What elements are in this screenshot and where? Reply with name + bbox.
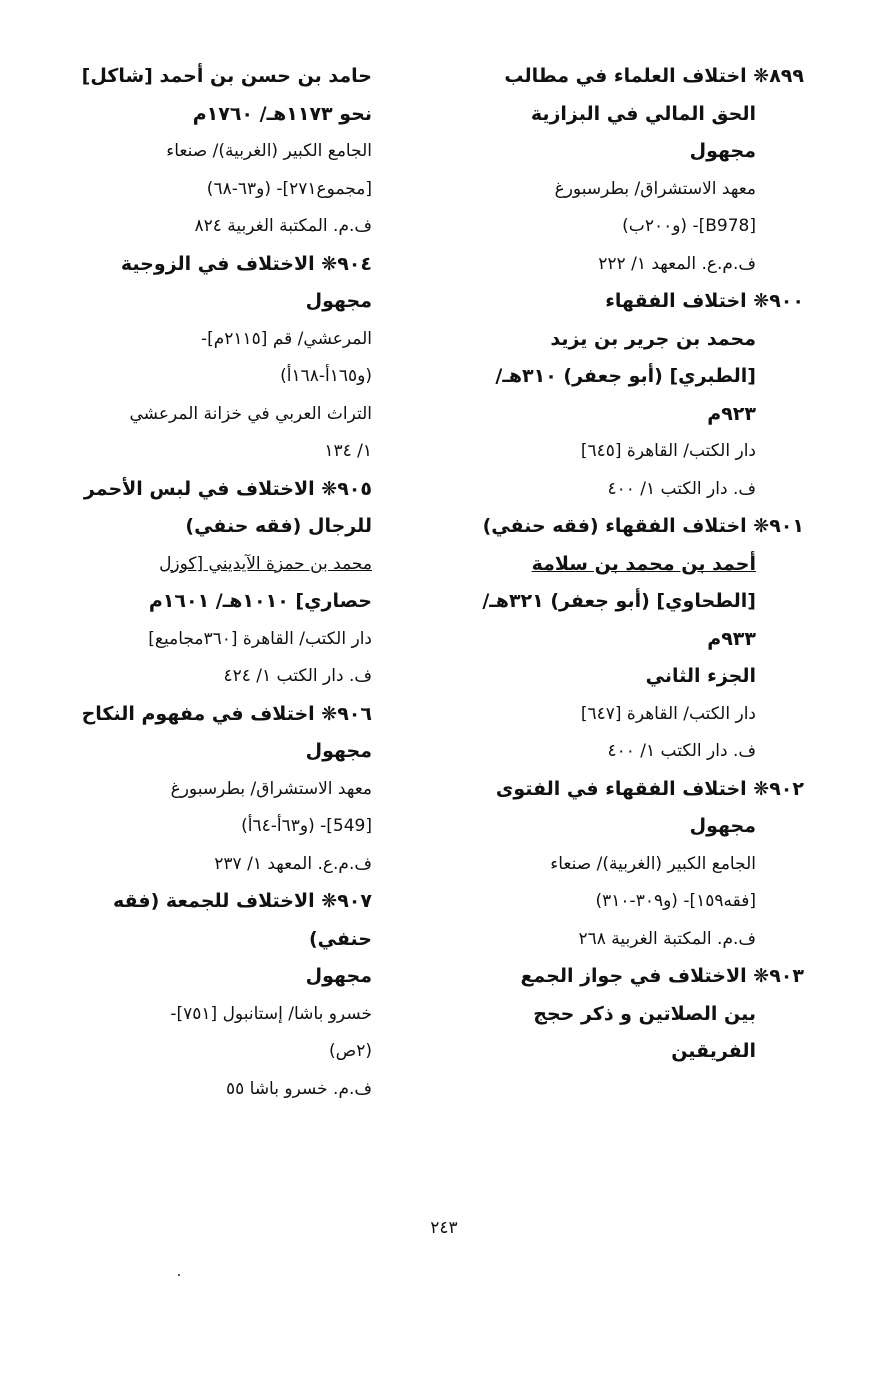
right-column-line: ف. دار الكتب ١/ ٤٠٠ (607, 478, 756, 499)
right-column-line: [فقه١٥٩]- (و٣٠٩-٣١٠) (595, 891, 756, 911)
left-column-line: للرجال (فقه حنفي) (185, 515, 372, 537)
right-column-line: بين الصلاتين و ذكر حجج (533, 1002, 756, 1025)
left-column-line: ف.م.ع. المعهد ١/ ٢٣٧ (214, 853, 372, 874)
left-column-line: دار الكتب/ القاهرة [٣٦٠مجاميع] (148, 628, 372, 649)
right-column-line: ف.م.ع. المعهد ١/ ٢٢٢ (598, 253, 756, 274)
right-column-line: دار الكتب/ القاهرة [٦٤٥] (580, 441, 756, 461)
left-column-line: المرعشي/ قم [٢١١٥م]- (200, 328, 372, 349)
right-column-line: ٨٩٩❋ اختلاف العلماء في مطالب (504, 65, 804, 87)
left-column-line: الجامع الكبير (الغربية)/ صنعاء (166, 141, 372, 161)
right-column-line: ٩٣٣م (707, 627, 756, 650)
right-column-line: الجامع الكبير (الغربية)/ صنعاء (550, 853, 756, 874)
left-column-line: خسرو باشا/ إستانبول [٧٥١]- (170, 1003, 372, 1024)
left-column-line: ٩٠٧❋ الاختلاف للجمعة (فقه (112, 890, 372, 912)
left-column-line: ف. دار الكتب ١/ ٤٢٤ (223, 666, 372, 686)
page-number: ٢٤٣ (430, 1218, 458, 1238)
right-column-line: معهد الاستشراق/ بطرسبورغ (554, 178, 756, 199)
right-column-line: ف. دار الكتب ١/ ٤٠٠ (607, 741, 756, 761)
right-column-line: [B978]- (و٢٠٠ب) (622, 216, 756, 236)
right-column-line: الجزء الثاني (645, 665, 756, 687)
left-column-line: ف.م. خسرو باشا ٥٥ (225, 1078, 372, 1099)
right-column (452, 58, 804, 1071)
left-column-line: (٢ص) (329, 1041, 372, 1061)
scan-speck (178, 1274, 180, 1276)
left-column-line: مجهول (305, 290, 372, 312)
left-column-line: حصاري] ١٠١٠هـ/ ١٦٠١م (148, 590, 372, 612)
left-column-line: مجهول (305, 965, 372, 987)
right-column-line: مجهول (689, 140, 756, 162)
right-column-line: أحمد بن محمد بن سلامة (531, 552, 756, 575)
left-column-line: مجهول (305, 740, 372, 762)
right-column-line: ٩٠١❋ اختلاف الفقهاء (فقه حنفي) (482, 515, 804, 537)
left-column-line: [549]- (و٦٣أ-٦٤أ) (241, 816, 372, 836)
left-column-line: ٩٠٥❋ الاختلاف في لبس الأحمر (83, 477, 372, 500)
left-column-line: ٩٠٦❋ اختلاف في مفهوم النكاح (81, 702, 372, 725)
right-column-line: الحق المالي في البزازية (530, 102, 756, 125)
right-column-line: ٩٠٣❋ الاختلاف في جواز الجمع (520, 965, 804, 987)
left-column (70, 58, 372, 1108)
left-column-line: (و١٦٥أ-١٦٨أ) (280, 366, 372, 386)
left-column-line: معهد الاستشراق/ بطرسبورغ (170, 778, 372, 799)
right-column-line: مجهول (689, 815, 756, 837)
left-column-line: حنفي) (308, 927, 372, 950)
right-column-line: [الطبري] (أبو جعفر) ٣١٠هـ/ (495, 365, 756, 387)
right-column-line: الفريقين (671, 1040, 756, 1062)
left-column-line: ١/ ١٣٤ (324, 441, 372, 461)
left-column-line: محمد بن حمزة الآيديني [كوزل (159, 553, 372, 574)
left-column-line: نحو ١١٧٣هـ/ ١٧٦٠م (192, 102, 372, 125)
right-column-line: ف.م. المكتبة الغربية ٢٦٨ (578, 928, 756, 949)
left-column-line: التراث العربي في خزانة المرعشي (129, 403, 372, 424)
right-column-line: ٩٢٣م (707, 402, 756, 425)
right-column-line: [الطحاوي] (أبو جعفر) ٣٢١هـ/ (482, 590, 756, 612)
left-column-line: [مجموع٢٧١]- (و٦٣-٦٨) (206, 178, 372, 199)
left-column-line: ف.م. المكتبة الغربية ٨٢٤ (194, 216, 372, 236)
right-column-line: ٩٠٢❋ اختلاف الفقهاء في الفتوى (495, 777, 804, 800)
right-column-line: دار الكتب/ القاهرة [٦٤٧] (580, 703, 756, 724)
right-column-line: ٩٠٠❋ اختلاف الفقهاء (605, 290, 804, 312)
left-column-line: ٩٠٤❋ الاختلاف في الزوجية (120, 252, 372, 275)
right-column-line: محمد بن جرير بن يزيد (550, 327, 756, 350)
left-column-line: حامد بن حسن بن أحمد [شاكل] (81, 65, 372, 87)
